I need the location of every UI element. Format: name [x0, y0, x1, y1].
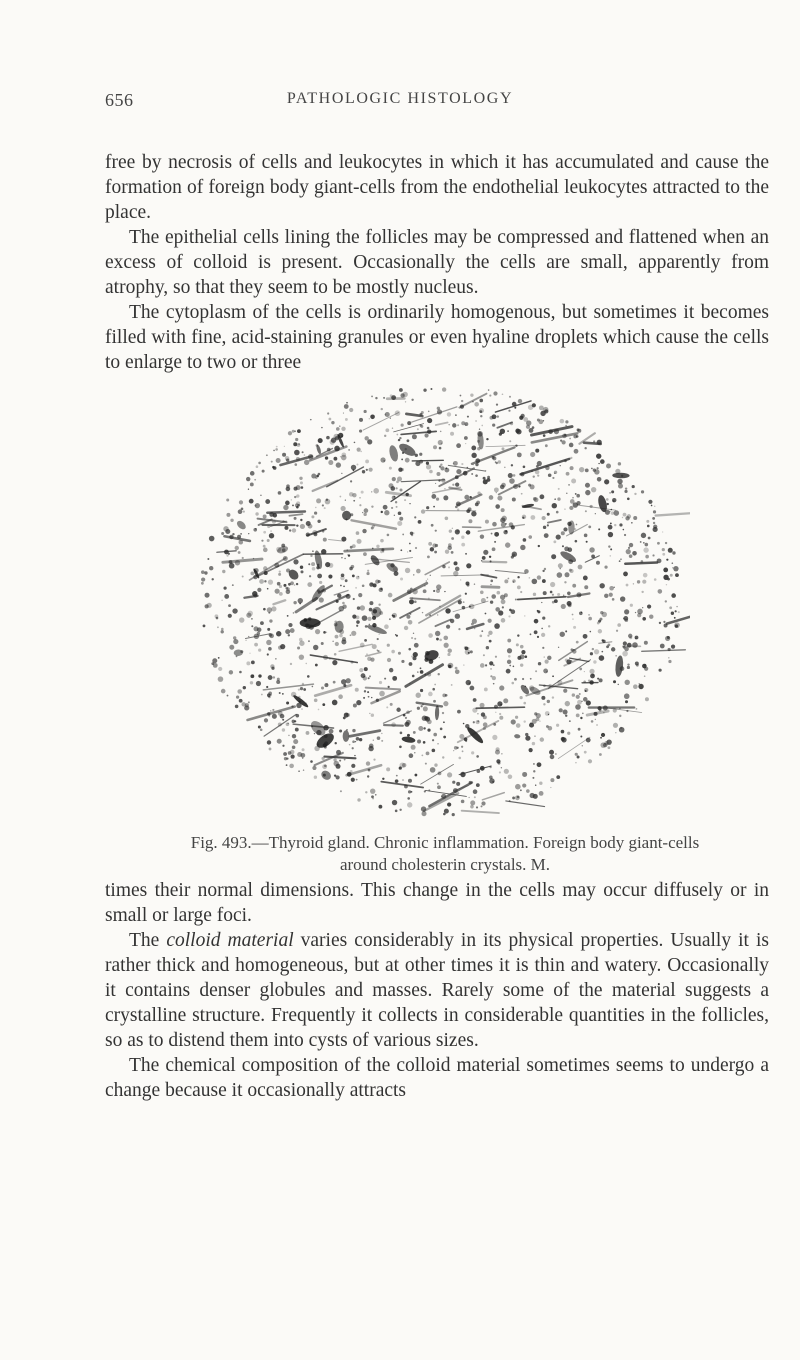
figure-caption [125, 832, 765, 876]
thyroid-micrograph-image [190, 380, 690, 820]
caption-line: around cholesterin crystals. M. [339, 855, 551, 874]
paragraph: The chemical composition of the colloid material sometimes seems to undergo a change because it occasionally attracts [105, 1055, 769, 1101]
text-run: The [129, 930, 160, 951]
paragraph [105, 928, 769, 1053]
histology-figure [190, 380, 690, 855]
caption-line: Fig. 493.—Thyroid gland. Chronic inflammation. Foreign body giant-cells [190, 833, 700, 852]
running-head: PATHOLOGIC HISTOLOGY [286, 90, 514, 107]
paragraph: free by necrosis of cells and leukocytes in which it has accumulated and cause the formation of foreign body giant-cells from the endothelial leukocytes attracted to the place. [105, 152, 769, 223]
paragraph: The epithelial cells lining the follicles may be compressed and flattened when an excess of colloid is present. Occasionally the cells are small, apparently from atrophy, so that they seem to be mostly nucleus. [105, 227, 769, 298]
paragraph: The cytoplasm of the cells is ordinarily homogenous, but sometimes it becomes filled with fine, acid-staining granules or even hyaline droplets which cause the cells to enlarge to two or three [105, 302, 769, 373]
page-number: 656 [105, 90, 134, 110]
body-text-top [105, 150, 769, 375]
paragraph: times their normal dimensions. This change in the cells may occur diffusely or in small or large foci. [105, 880, 769, 926]
italic-term: colloid material [166, 930, 294, 951]
stippled-tissue [201, 387, 690, 816]
body-text-bottom [105, 878, 769, 1103]
text-run: varies considerably in its physical properties. Usually it is rather thick and homogeneous, but at other times it is thin and watery. Occasionally it contains denser globules and masses. Rarely some of the material suggests a crystalline structure. Frequently it collects in considerable quantities in the follicles, so as to distend them into cysts of various sizes. [105, 930, 769, 1051]
